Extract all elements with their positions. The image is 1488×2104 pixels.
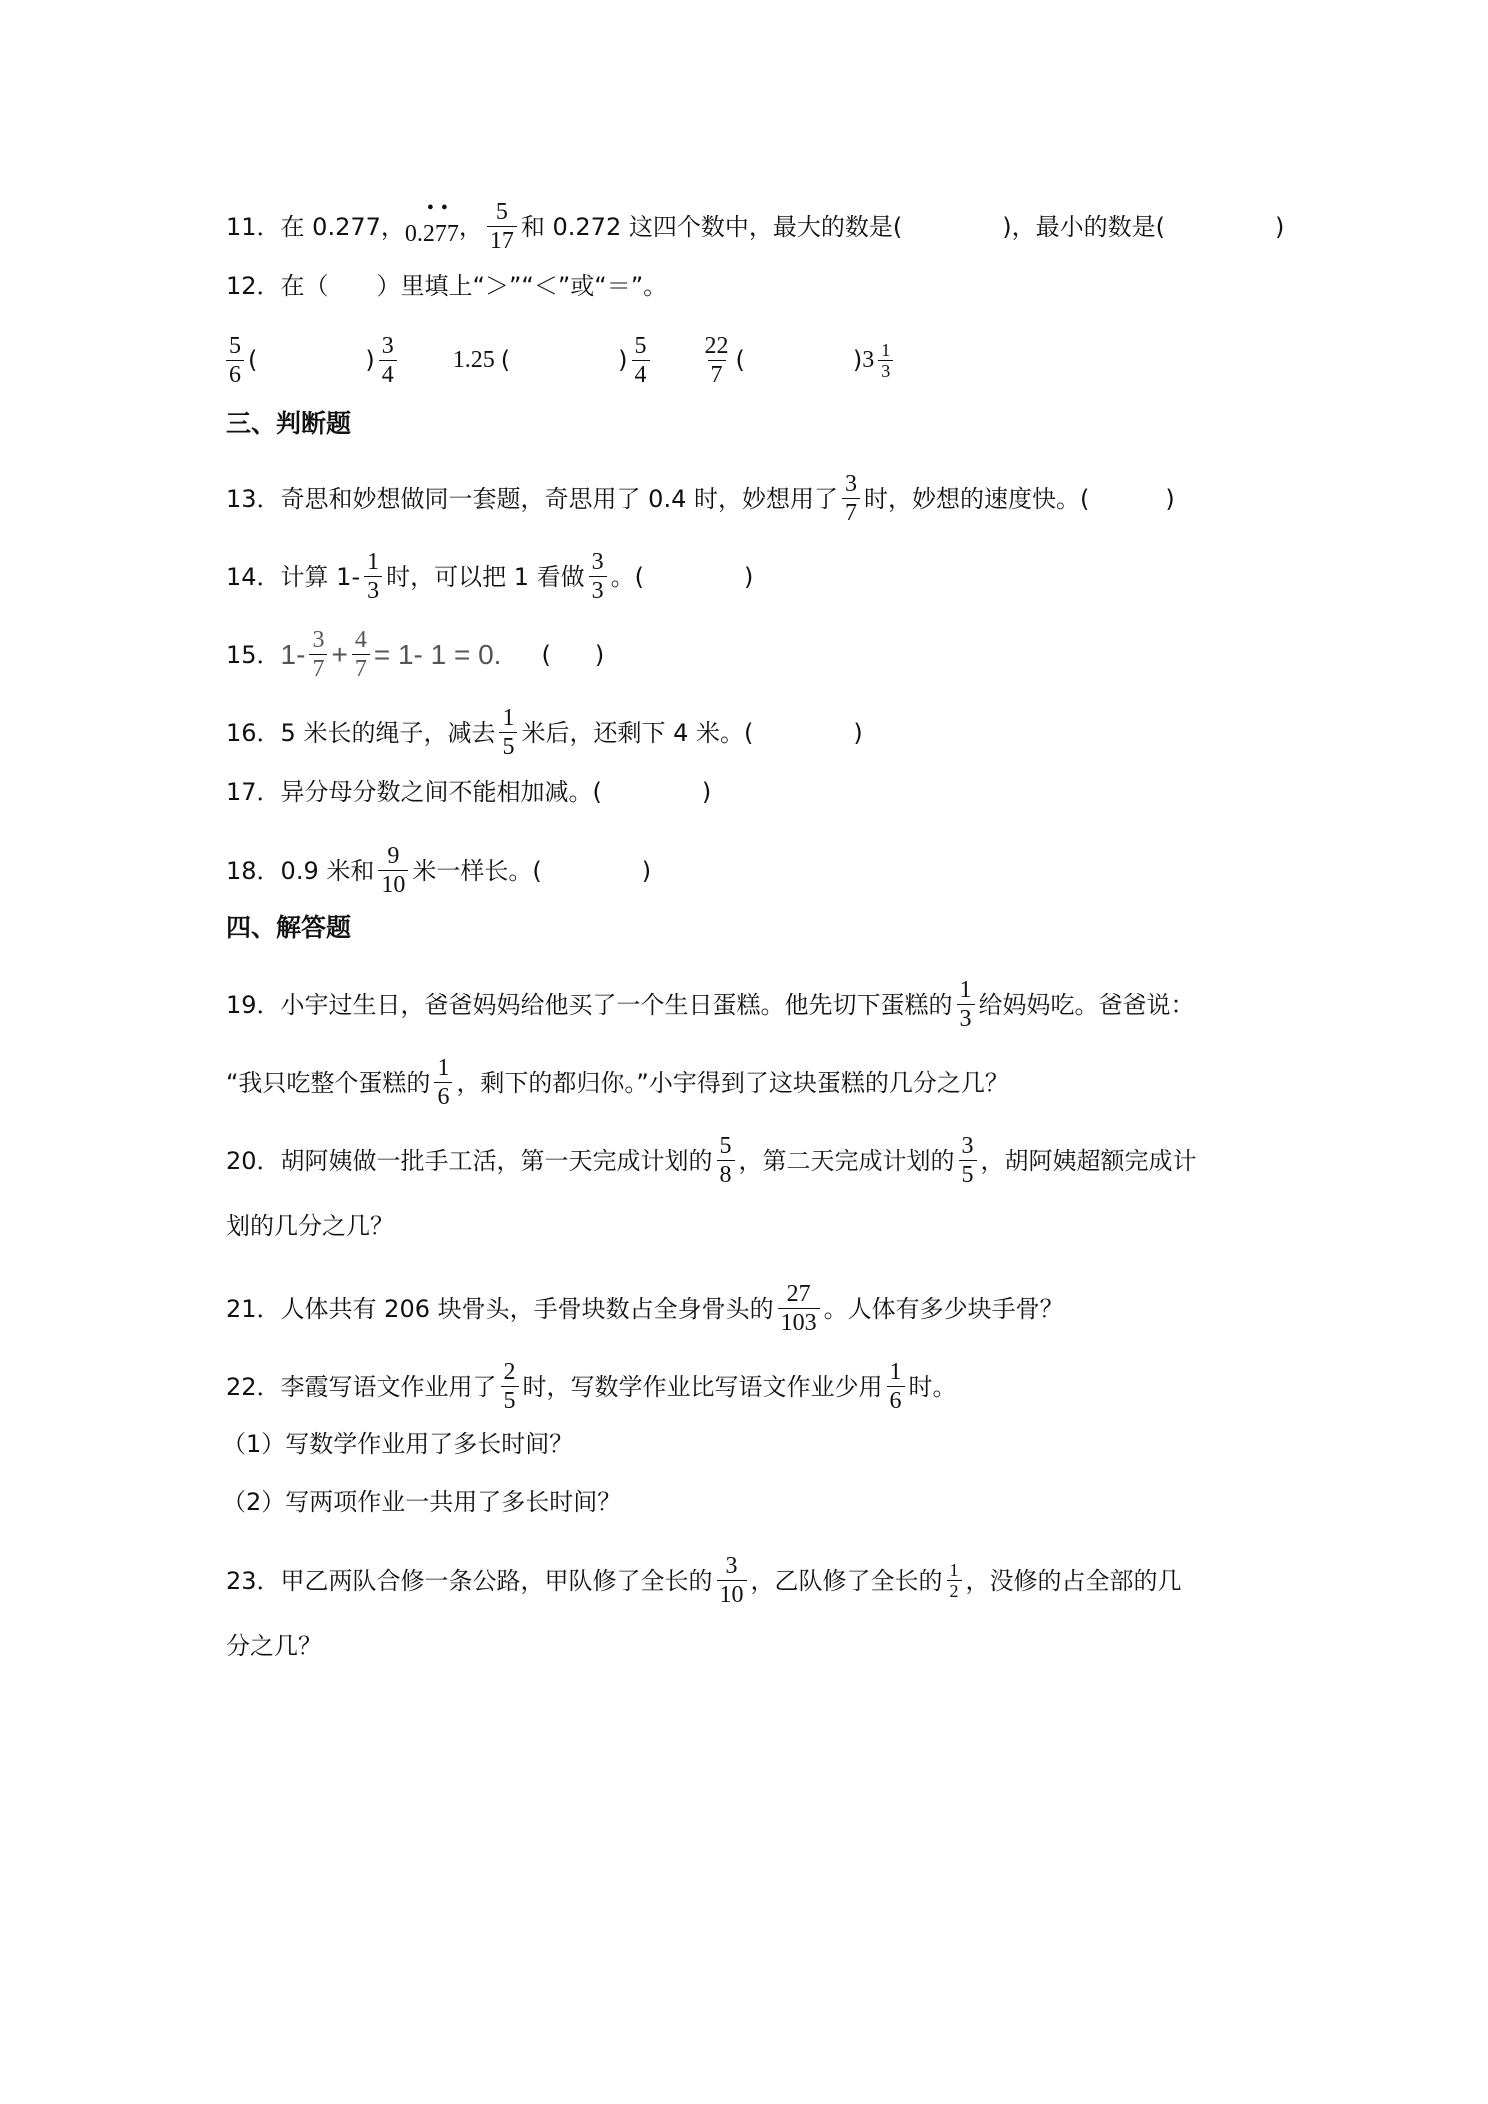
equation-text: = 1- 1 = 0. bbox=[373, 638, 502, 670]
denominator: 6 bbox=[887, 1386, 905, 1415]
fraction bbox=[957, 976, 975, 1033]
paren-right: ) bbox=[618, 346, 628, 374]
fraction bbox=[501, 1358, 519, 1415]
repeat-dot: • bbox=[426, 196, 434, 219]
question-text: ( bbox=[541, 640, 551, 669]
question-number: 15． bbox=[226, 640, 281, 669]
fraction bbox=[947, 1560, 962, 1601]
question-text: ，胡阿姨超额完成计 bbox=[980, 1146, 1197, 1175]
question-text: 和 0.272 这四个数中，最大的数是( bbox=[520, 212, 903, 241]
mixed-number bbox=[862, 340, 897, 381]
question-number: 11． bbox=[226, 212, 281, 241]
question-text: ，乙队修了全长的 bbox=[750, 1566, 943, 1595]
question-text: ) bbox=[853, 718, 863, 747]
fraction bbox=[499, 704, 517, 761]
question-text: 米一样长。( bbox=[412, 856, 542, 885]
denominator: 17 bbox=[487, 226, 517, 255]
question-text: 甲乙两队合修一条公路，甲队修了全长的 bbox=[280, 1566, 713, 1595]
denominator: 5 bbox=[959, 1160, 977, 1189]
numerator: 3 bbox=[312, 627, 325, 653]
equation-text: + bbox=[331, 638, 348, 670]
question-text: 时，可以把 1 看做 bbox=[386, 562, 585, 591]
question-text: ) bbox=[1165, 484, 1175, 513]
denominator: 7 bbox=[842, 498, 860, 527]
decimal-value: 1.25 bbox=[452, 347, 495, 373]
fraction bbox=[487, 198, 517, 255]
fraction bbox=[878, 340, 893, 381]
question-text: ) bbox=[594, 640, 605, 669]
question-text: 分之几？ bbox=[226, 1632, 322, 1660]
fraction bbox=[959, 1132, 977, 1189]
question-text: ) bbox=[744, 562, 754, 591]
question-text: 计算 1- bbox=[280, 562, 361, 591]
fraction bbox=[352, 626, 370, 683]
denominator: 7 bbox=[309, 654, 327, 683]
denominator: 10 bbox=[378, 870, 408, 899]
denominator: 5 bbox=[499, 732, 517, 761]
numerator: 5 bbox=[229, 332, 241, 359]
numerator: 3 bbox=[725, 1553, 738, 1579]
denominator: 3 bbox=[589, 576, 607, 605]
fraction bbox=[364, 548, 382, 605]
question-text: 小宇过生日，爸爸妈妈给他买了一个生日蛋糕。他先切下蛋糕的 bbox=[280, 990, 953, 1019]
repeating-decimal bbox=[404, 196, 459, 254]
numerator: 5 bbox=[634, 332, 647, 359]
comparison-row bbox=[222, 330, 1338, 390]
numerator: 9 bbox=[387, 843, 400, 869]
paren-right: ) bbox=[365, 346, 375, 374]
question-text: 米后，还剩下 4 米。( bbox=[521, 718, 754, 747]
section-heading: 三、判断题 bbox=[226, 409, 352, 438]
question-text: 给妈妈吃。爸爸说： bbox=[978, 990, 1195, 1019]
question-12 bbox=[226, 266, 1338, 306]
question-text: 人体共有 206 块骨头，手骨块数占全身骨头的 bbox=[280, 1294, 774, 1323]
question-text: “我只吃整个蛋糕的 bbox=[226, 1068, 431, 1097]
fraction bbox=[887, 1358, 905, 1415]
question-number: 13． bbox=[226, 484, 281, 513]
numerator: 1 bbox=[502, 705, 515, 731]
fraction bbox=[378, 842, 408, 899]
paren-left: ( bbox=[248, 346, 258, 374]
denominator: 7 bbox=[708, 360, 726, 389]
question-text: ) bbox=[641, 856, 652, 885]
question-number: 19． bbox=[226, 990, 281, 1019]
question-text: )，最小的数是( bbox=[1002, 212, 1165, 241]
question-text: 异分母分数之间不能相加减。( bbox=[280, 778, 602, 806]
question-19-cont bbox=[226, 1054, 1338, 1111]
question-text: 李霞写语文作业用了 bbox=[280, 1372, 497, 1401]
question-number: 16． bbox=[226, 718, 281, 747]
question-20-cont bbox=[226, 1206, 1338, 1246]
numerator: 1 bbox=[881, 339, 891, 360]
question-19 bbox=[226, 976, 1338, 1033]
question-text: ，剩下的都归你。”小宇得到了这块蛋糕的几分之几？ bbox=[456, 1068, 1009, 1097]
fraction bbox=[702, 332, 732, 389]
question-text: 。( bbox=[610, 562, 645, 591]
numerator: 1 bbox=[959, 977, 972, 1003]
fraction bbox=[778, 1280, 820, 1337]
question-text: 胡阿姨做一批手工活，第一天完成计划的 bbox=[280, 1146, 713, 1175]
question-text: ， bbox=[458, 212, 483, 241]
denominator: 7 bbox=[352, 654, 370, 683]
denominator: 3 bbox=[957, 1004, 975, 1033]
denominator: 8 bbox=[717, 1160, 735, 1189]
section-heading: 四、解答题 bbox=[226, 913, 352, 942]
whole-part: 3 bbox=[862, 347, 875, 373]
question-text: 划的几分之几？ bbox=[226, 1212, 394, 1240]
fraction bbox=[717, 1132, 735, 1189]
question-23 bbox=[226, 1552, 1338, 1609]
denominator: 3 bbox=[878, 360, 893, 381]
question-number: 21． bbox=[226, 1294, 281, 1323]
question-text: 时，妙想的速度快。( bbox=[863, 484, 1090, 513]
fraction bbox=[717, 1552, 747, 1609]
question-text: 奇思和妙想做同一套题，奇思用了 0.4 时，妙想用了 bbox=[280, 484, 838, 513]
question-14 bbox=[226, 548, 1338, 605]
question-16 bbox=[226, 704, 1338, 761]
denominator: 6 bbox=[226, 360, 244, 389]
question-number: 23． bbox=[226, 1566, 281, 1595]
numerator: 3 bbox=[844, 471, 857, 497]
numerator: 3 bbox=[381, 332, 394, 359]
fraction bbox=[434, 1054, 452, 1111]
question-text: 。人体有多少块手骨？ bbox=[823, 1294, 1064, 1323]
question-17 bbox=[226, 772, 1338, 812]
decimal-digits: 0.27 bbox=[404, 220, 447, 247]
question-text: 在 0.277， bbox=[280, 212, 405, 241]
question-number: 14． bbox=[226, 562, 281, 591]
denominator: 6 bbox=[434, 1082, 452, 1111]
question-number: 22． bbox=[226, 1372, 281, 1401]
numerator: 27 bbox=[786, 1281, 811, 1307]
numerator: 2 bbox=[503, 1359, 516, 1385]
numerator: 1 bbox=[889, 1359, 902, 1385]
numerator: 1 bbox=[437, 1055, 450, 1081]
paren-left: ( bbox=[735, 346, 745, 374]
denominator: 3 bbox=[364, 576, 382, 605]
question-number: 20． bbox=[226, 1146, 281, 1175]
question-23-cont bbox=[226, 1626, 1338, 1666]
numerator: 1 bbox=[367, 549, 380, 575]
question-11 bbox=[226, 198, 1338, 255]
question-text: 时，写数学作业比写语文作业少用 bbox=[522, 1372, 883, 1401]
equation-text: 1- bbox=[280, 638, 306, 670]
fraction bbox=[309, 626, 327, 683]
sub-question: （1）写数学作业用了多长时间？ bbox=[222, 1430, 574, 1458]
numerator: 1 bbox=[949, 1560, 959, 1580]
decimal-last-digit: 7 bbox=[446, 220, 459, 247]
paren-left: ( bbox=[500, 346, 511, 374]
fraction bbox=[226, 332, 244, 389]
repeat-dot: • bbox=[440, 196, 448, 219]
question-21 bbox=[226, 1280, 1338, 1337]
paren-right: ) bbox=[852, 346, 863, 374]
numerator: 3 bbox=[591, 549, 604, 575]
numerator: 4 bbox=[354, 627, 367, 653]
question-text: 5 米长的绳子，减去 bbox=[280, 718, 496, 747]
question-text: ，没修的占全部的几 bbox=[965, 1566, 1182, 1595]
question-number: 17． bbox=[226, 778, 281, 806]
denominator: 103 bbox=[778, 1308, 820, 1337]
question-number: 18． bbox=[226, 856, 281, 885]
question-15 bbox=[226, 626, 1338, 683]
denominator: 4 bbox=[379, 360, 397, 389]
question-20 bbox=[226, 1132, 1338, 1189]
question-13 bbox=[226, 470, 1338, 527]
numerator: 5 bbox=[719, 1133, 732, 1159]
question-text: 0.9 米和 bbox=[280, 856, 375, 885]
question-18 bbox=[226, 842, 1338, 899]
fraction bbox=[632, 332, 650, 389]
numerator: 22 bbox=[704, 332, 729, 359]
question-22 bbox=[226, 1358, 1338, 1415]
question-number: 12． bbox=[226, 272, 281, 300]
question-text: 在（ ）里填上“＞”“＜”或“＝”。 bbox=[280, 272, 668, 300]
fraction bbox=[842, 470, 860, 527]
denominator: 5 bbox=[501, 1386, 519, 1415]
denominator: 10 bbox=[717, 1580, 747, 1609]
numerator: 3 bbox=[961, 1133, 974, 1159]
numerator: 5 bbox=[495, 199, 508, 225]
question-text: ，第二天完成计划的 bbox=[738, 1146, 955, 1175]
question-text: 时。 bbox=[908, 1372, 957, 1401]
sub-question: （2）写两项作业一共用了多长时间？ bbox=[222, 1488, 622, 1516]
question-text: ) bbox=[1274, 212, 1285, 241]
denominator: 2 bbox=[947, 1580, 962, 1601]
fraction bbox=[379, 332, 397, 389]
question-text: ) bbox=[701, 778, 712, 806]
fraction bbox=[589, 548, 607, 605]
denominator: 4 bbox=[632, 360, 650, 389]
